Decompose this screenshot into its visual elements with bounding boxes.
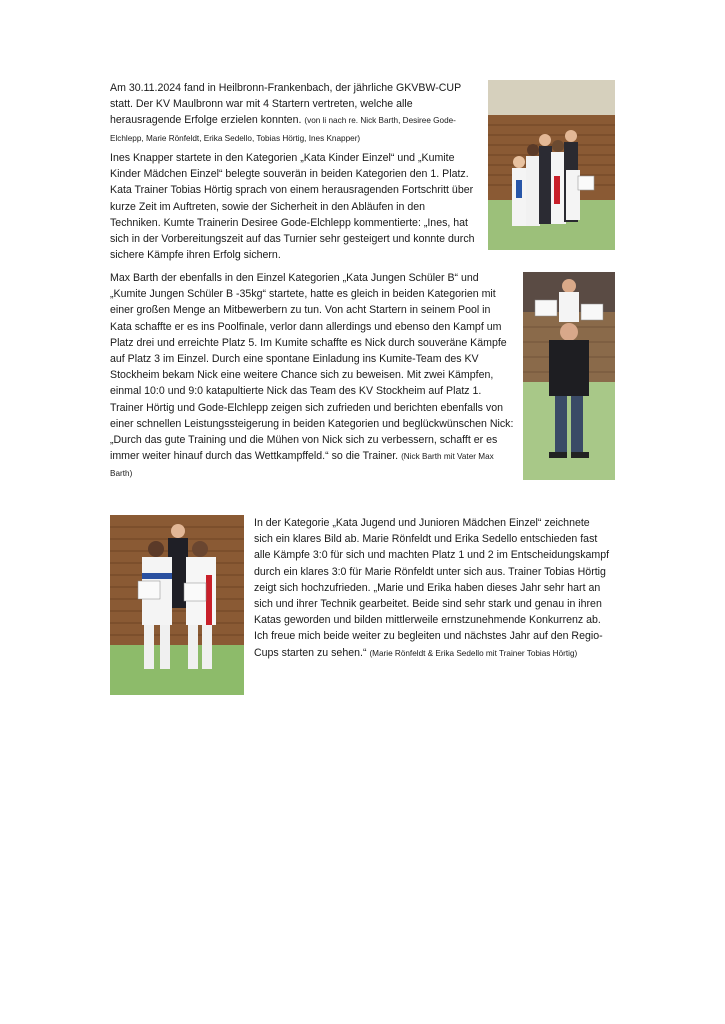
ines-text: Ines Knapper startete in den Kategorien „Kata Kinder Einzel“ und „Kumite Kinder Mädchen Einzel“ belegte souverän in beiden Kategorien den 1. Platz. Kata Trainer Tobias Hörtig sprach von einem herausragenden Fortschritt über kurze Zeit im Auftreten, sowie der Sicherheit in den Abläufen in den Techniken. Kumte Trainerin Desiree Gode-Elchlepp kommentierte: „Ines, hat sich in der Vorbereitungszeit auf das Turnier sehr gesteigert und konnte durch sichere Kämpfe ihren Erfolg sichern.: [110, 152, 475, 262]
intro-paragraph: [110, 80, 480, 147]
photo-caption-group: (von li nach re. Nick Barth, Desiree Gode-Elchlepp, Marie Rönfeldt, Erika Sedello, Tobias Hörtig, Ines Knapper): [110, 116, 456, 143]
nick-paragraph: [110, 270, 515, 483]
photo-caption-nick: (Nick Barth mit Vater Max Barth): [110, 452, 494, 479]
group-photo: [488, 80, 615, 250]
marie-erika-photo: [110, 515, 244, 695]
marie-erika-paragraph: [254, 515, 610, 662]
photo-caption-marie-erika: (Marie Rönfeldt & Erika Sedello mit Trainer Tobias Hörtig): [369, 648, 578, 658]
intro-text: Am 30.11.2024 fand in Heilbronn-Frankenbach, der jährliche GKVBW-CUP statt. Der KV Maulbronn war mit 4 Startern vertreten, welche alle herausragende Erfolge erzielen konnten.: [110, 82, 461, 127]
nick-text: Max Barth der ebenfalls in den Einzel Kategorien „Kata Jungen Schüler B“ und „Kumite Jungen Schüler B -35kg“ startete, hatte es gleich in beiden Kategorien mit einer großen Menge an Mitbewerbern zu tun. Von acht Startern in seinem Pool in Kata schaffte er es ins Poolfinale, verlor dann allerdings und ebenso den Kampf um Platz drei und erreichte Platz 5. Im Kumite schaffte es Nick durch souveräne Kämpfe auf Platz 3 im Einzel. Durch eine spontane Einladung ins Kumite-Team des KV Stockheim bekam Nick eine weitere Chance sich zu beweisen. Mit zwei Kämpfen, einmal 10:0 und 9:0 katapultierte Nick das Team des KV Stockheim auf Platz 1. Trainer Hörtig und Gode-Elchlepp zeigen sich zufrieden und berichten ebenfalls von einer schnellen Leistungssteigerung in beiden Kategorien und beglückwünschen Nick: „Durch das gute Training und die Mühen von Nick sich zu verbessern, schafft er es immer weiter hinauf durch das Wettkampffeld.“ so die Trainer.: [110, 272, 514, 463]
nick-father-photo: [523, 272, 615, 480]
marie-erika-text: In der Kategorie „Kata Jugend und Junioren Mädchen Einzel“ zeichnete sich ein klares Bild ab. Marie Rönfeldt und Erika Sedello entschieden fast alle Kämpfe 3:0 für sich und machten Platz 1 und 2 im Entscheidungskampf durch ein klares 3:0 für Marie Rönfeldt unter sich aus. Trainer Tobias Hörtig zeigt sich hochzufrieden. „Marie und Erika haben dieses Jahr sehr hart an sich und ihrer Technik gearbeitet. Beide sind sehr stark und genau in ihren Katas geworden und bilden mittlerweile ernstzunehmende Konkurrenz ab. Ich freue mich beide weiter zu begleiten und nächstes Jahr auf den Regio-Cups starten zu sehen.“: [254, 517, 610, 659]
ines-paragraph: [110, 150, 478, 263]
